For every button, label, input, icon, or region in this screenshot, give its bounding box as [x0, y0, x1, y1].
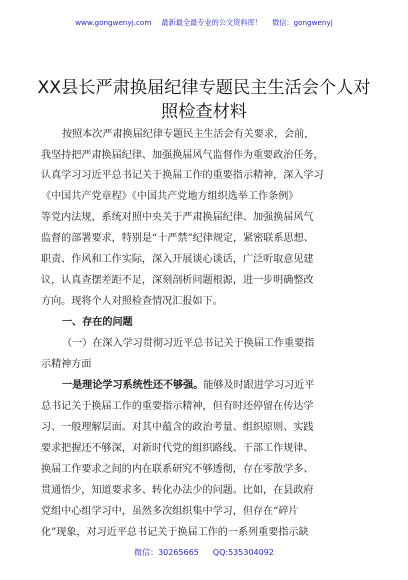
body-line: 监督的部署要求，特别是“十严禁”纪律规定，紧密联系思想、	[41, 233, 314, 244]
point-lead: 一是理论学习系统性还不够强。	[62, 380, 204, 391]
document-title-line-2: 照检查材料	[161, 102, 247, 122]
body-line: 认真学习习近平总书记关于换届工作的重要指示精神，深入学习	[41, 170, 324, 181]
point-text: 能够及时跟进学习习近平	[203, 380, 315, 391]
document-title-line-1: XX县长严肃换届纪律专题民主生活会个人对	[37, 78, 371, 98]
footer-wechat: 微信：30265665	[134, 548, 199, 557]
subsection-heading-cont: 示精神方面	[41, 359, 92, 370]
body-line: 《中国共产党章程》《中国共产党地方组织选举工作条例》	[41, 191, 299, 202]
body-line: 习、一般理解层面。对其中蕴含的政治考量、组织原则、实践	[41, 422, 314, 433]
site-header	[0, 18, 408, 28]
site-footer	[0, 547, 408, 558]
body-line: 等党内法规，系统对照中央关于严肃换届纪律、加强换届风气	[41, 212, 314, 223]
header-wechat: 微信：gongwenyj	[271, 18, 333, 27]
body-line: 总书记关于换届工作的重要指示精神，但有时还停留在传达学	[41, 401, 314, 412]
body-line: 要求把握还不够深，对新时代党的组织路线、干部工作规律、	[41, 443, 314, 454]
site-url[interactable]: www.gongwenyj.com	[75, 18, 152, 27]
body-line: 化”现象，对习近平总书记关于换届工作的一系列重要指示缺	[41, 527, 309, 538]
site-slogan: 最新最全最专业的公文资料库！	[161, 18, 262, 27]
body-line: 按照本次严肃换届纪律专题民主生活会有关要求，会前，	[62, 129, 315, 140]
section-heading: 一、存在的问题	[62, 317, 133, 328]
body-line-with-lead	[62, 379, 314, 393]
body-line: 换届工作要求之间的内在联系研究不够透彻，存在零散学多、	[41, 464, 314, 475]
body-line: 议，认真查摆差距不足，深刻剖析问题根源，进一步明确整改	[41, 275, 314, 286]
body-line: 党组中心组学习中，虽然多次组织集中学习，但存在“碎片	[41, 506, 299, 517]
body-line: 方向。现将个人对照检查情况汇报如下。	[41, 296, 223, 307]
footer-qq: QQ:535304092	[212, 548, 274, 557]
body-line: 贯通悟少，知道要求多、转化办法少的问题。比如，在县政府	[41, 485, 314, 496]
body-line: 我坚持把严肃换届纪律、加强换届风气监督作为重要政治任务，	[41, 150, 324, 161]
body-line: 职责、作风和工作实际，深入开展谈心谈话，广泛听取意见建	[41, 254, 314, 265]
subsection-heading: （一）在深入学习贯彻习近平总书记关于换届工作重要指	[62, 338, 315, 349]
